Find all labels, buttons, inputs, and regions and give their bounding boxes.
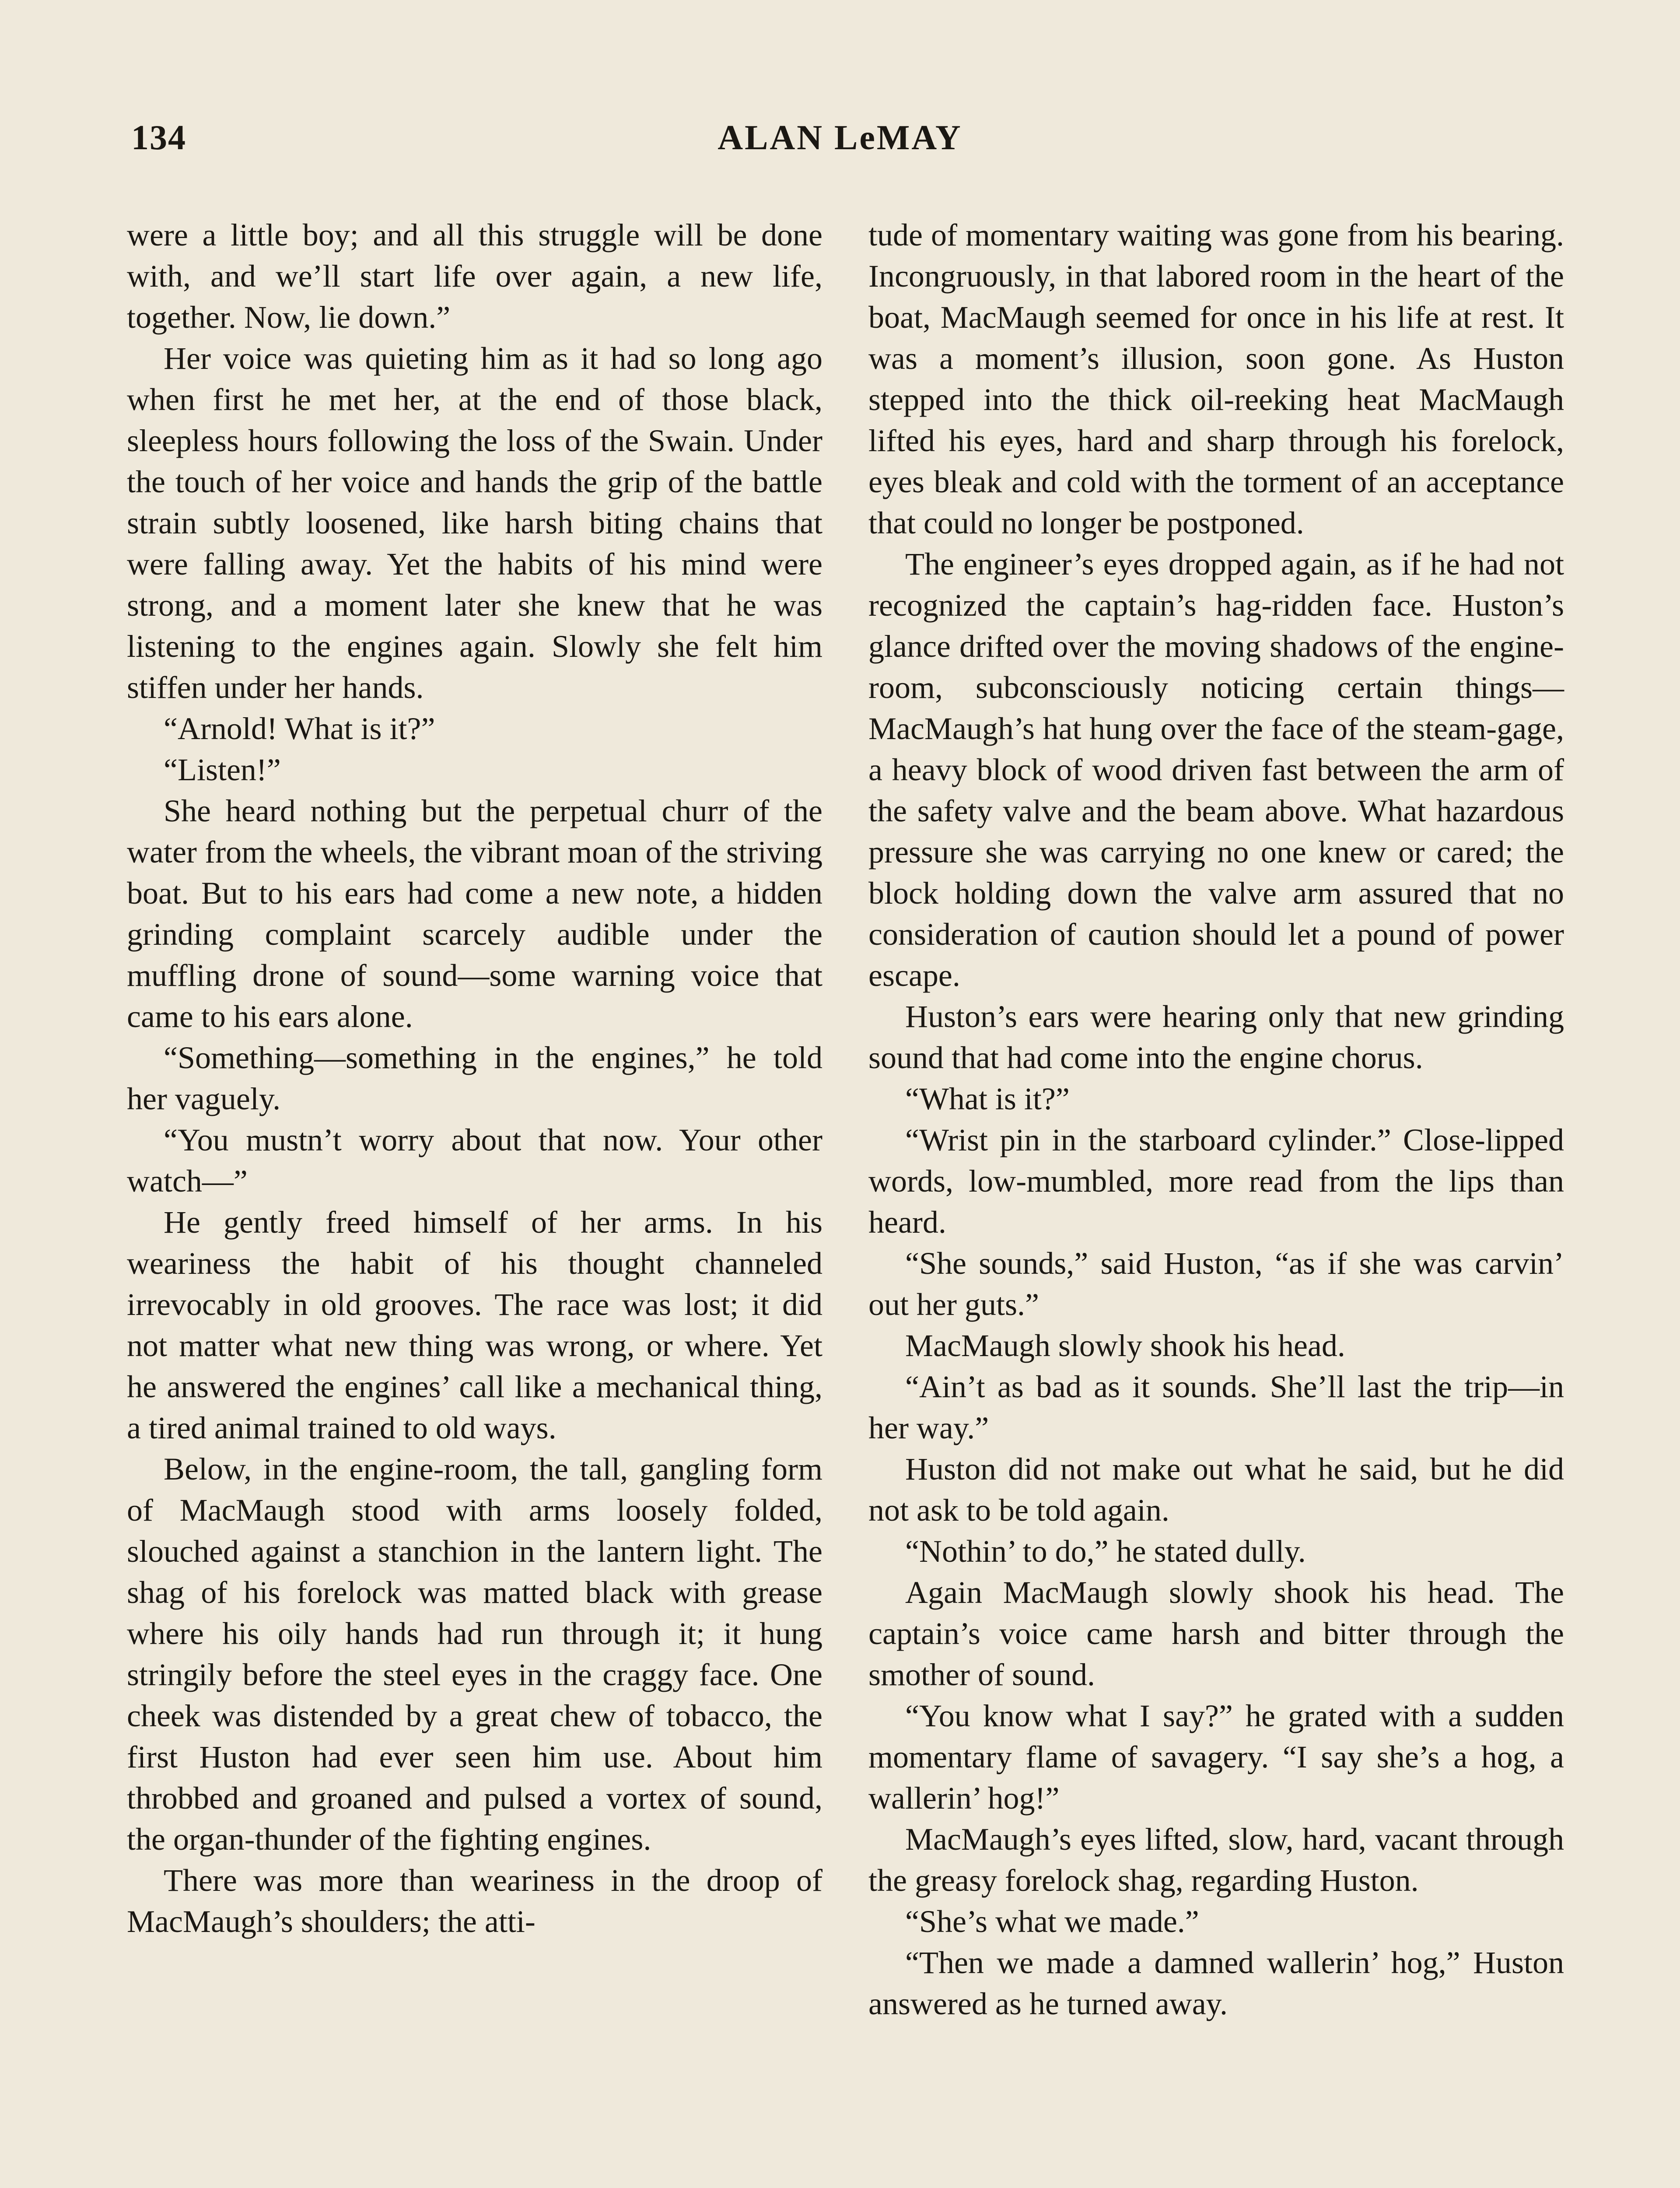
paragraph: “Nothin’ to do,” he stated dully.	[905, 1534, 1306, 1569]
paragraph: Again MacMaugh slowly shook his head. The captain’s voice came harsh and bitter through the smother of sound.	[868, 1575, 1564, 1692]
page-number: 134	[131, 119, 186, 157]
paragraph: MacMaugh slowly shook his head.	[905, 1328, 1345, 1363]
paragraph: He gently freed himself of her arms. In his weariness the habit of his thought channeled irrevocably in old grooves. The race was lost; it did not matter what new thing was wrong, or where. Yet he answered the engines’ call like a mechanical thing, a tired animal trained to old ways.	[127, 1205, 822, 1445]
paragraph: MacMaugh’s eyes lifted, slow, hard, vacant through the greasy forelock shag, regarding Huston.	[868, 1822, 1564, 1898]
paragraph: “You mustn’t worry about that now. Your other watch—”	[127, 1122, 822, 1199]
paragraph: There was more than weariness in the droop of MacMaugh’s shoulders; the atti-	[127, 1863, 822, 1939]
running-head: ALAN LeMAY	[718, 119, 962, 157]
right-column	[868, 214, 1564, 2024]
paragraph: “Ain’t as bad as it sounds. She’ll last the trip—in her way.”	[868, 1369, 1564, 1445]
paragraph: Below, in the engine-room, the tall, gangling form of MacMaugh stood with arms loosely folded, slouched against a stanchion in the lantern light. The shag of his forelock was matted black with grease where his oily hands had run through it; it hung stringily before the steel eyes in the craggy face. One cheek was distended by a great chew of tobacco, the first Huston had ever seen him use. About him throbbed and groaned and pulsed a vortex of sound, the organ-thunder of the fighting engines.	[127, 1452, 822, 1857]
paragraph: She heard nothing but the perpetual churr of the water from the wheels, the vibrant moan of the striving boat. But to his ears had come a new note, a hidden grinding complaint scarcely audible under the muffling drone of sound—some warning voice that came to his ears alone.	[127, 793, 822, 1034]
paragraph: “What is it?”	[905, 1081, 1070, 1116]
paragraph: Huston did not make out what he said, but he did not ask to be told again.	[868, 1452, 1564, 1528]
paragraph: “She sounds,” said Huston, “as if she was carvin’ out her guts.”	[868, 1246, 1564, 1322]
paragraph: were a little boy; and all this struggle will be done with, and we’ll start life over again, a new life, together. Now, lie down.”	[127, 217, 822, 335]
paragraph: Huston’s ears were hearing only that new grinding sound that had come into the engine chorus.	[868, 999, 1564, 1075]
paragraph: tude of momentary waiting was gone from his bearing. Incongruously, in that labored room in the heart of the boat, MacMaugh seemed for once in his life at rest. It was a moment’s illusion, soon gone. As Huston stepped into the thick oil-reeking heat MacMaugh lifted his eyes, hard and sharp through his forelock, eyes bleak and cold with the torment of an acceptance that could no longer be postponed.	[868, 217, 1564, 540]
paragraph: “Arnold! What is it?”	[164, 711, 435, 746]
paragraph: “Something—something in the engines,” he told her vaguely.	[127, 1040, 822, 1116]
paragraph: Her voice was quieting him as it had so long ago when first he met her, at the end of those black, sleepless hours following the loss of the Swain. Under the touch of her voice and hands the grip of the battle strain subtly loosened, like harsh biting chains that were falling away. Yet the habits of his mind were strong, and a moment later she knew that he was listening to the engines again. Slowly she felt him stiffen under her hands.	[127, 341, 822, 705]
left-column	[127, 214, 822, 1942]
paragraph: “Then we made a damned wallerin’ hog,” Huston answered as he turned away.	[868, 1945, 1564, 2021]
paragraph: “She’s what we made.”	[905, 1904, 1199, 1939]
paragraph: “You know what I say?” he grated with a sudden momentary flame of savagery. “I say she’s a hog, a wallerin’ hog!”	[868, 1698, 1564, 1816]
paragraph: “Wrist pin in the starboard cylinder.” Close-lipped words, low-mumbled, more read from the lips than heard.	[868, 1122, 1564, 1240]
paragraph: The engineer’s eyes dropped again, as if he had not recognized the captain’s hag-ridden face. Huston’s glance drifted over the moving shadows of the engine-room, subconsciously noticing certain things—MacMaugh’s hat hung over the face of the steam-gage, a heavy block of wood driven fast between the arm of the safety valve and the beam above. What hazardous pressure she was carrying no one knew or cared; the block holding down the valve arm assured that no consideration of caution should let a pound of power escape.	[868, 547, 1564, 993]
paragraph: “Listen!”	[164, 752, 281, 787]
